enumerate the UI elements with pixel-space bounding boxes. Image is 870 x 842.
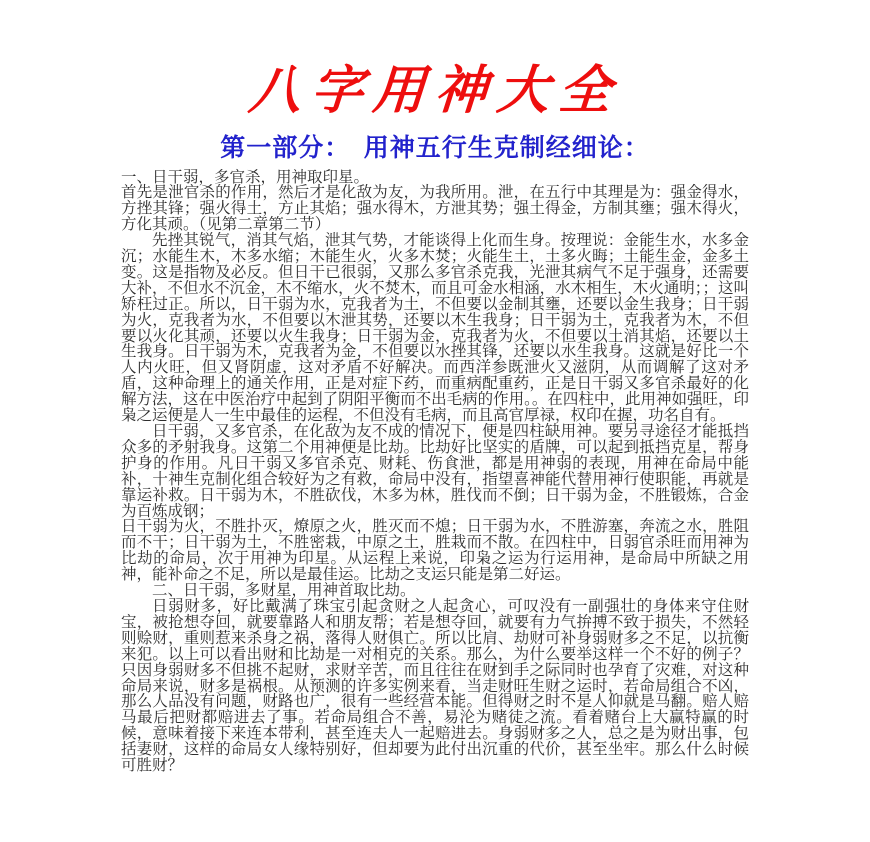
body-paragraph: 先挫其锐气，消其气焰，泄其气势，才能谈得上化而生身。按理说：金能生水，水多金沉；水能生木，木多水缩；木能生火，火多木焚；火能生土，土多火晦；土能生金，金多土变。这是指物及必反。但日干已很弱，又那么多官杀克我，光泄其病气不足于强身，还需要大补，不但水不沉金，木不缩水，火不焚木，而且可金水相涵，水木相生，木火通明；；这叫矫枉过正。所以，日干弱为水，克我者为土，不但要以金制其壅，还要以金生我身；日干弱为火，克我者为水，不但要以木泄其势，还要以木生我身；日干弱为土，克我者为木，不但要以火化其顽，还要以火生我身；日干弱为金，克我者为火，不但要以土消其焰，还要以土生我身。日干弱为木，克我者为金，不但要以水挫其锋，还要以水生我身。这就是好比一个人内火旺，但又肾阴虚，这对矛盾不好解决。而西洋参既泄火又滋阴，从而调解了这对矛盾，这种命理上的通关作用，正是对症下药，而重病配重药，正是日干弱又多官杀最好的化解方法，这在中医治疗中起到了阴阳平衡而不出毛病的作用。。在四柱中，此用神如强旺，印枭之运便是人一生中最佳的运程，不但没有毛病，而且高官厚禄，权印在握，功名自有。 [121,232,749,425]
body-paragraph-heading-1: 一、日干弱，多官杀，用神取印星。 [121,168,370,186]
body-paragraph-heading-2: 二、日干弱，多财星，用神首取比劫。 [152,582,416,600]
document-title: 八字用神大全 [246,60,624,121]
body-paragraph: 首先是泄官杀的作用，然后才是化敌为友，为我所用。泄，在五行中其理是为：强金得水，方挫其锋；强火得土，方止其焰；强水得木，方泄其势；强土得金，方制其壅；强木得火，方化其顽。（见第二章第二节） [121,184,749,234]
section-heading: 第一部分： 用神五行生克制经细论： [220,135,650,162]
document-body [121,170,749,774]
body-paragraph: 日干弱，又多官杀，在化敌为友不成的情况下，便是四柱缺用神。要另寻途径才能抵挡众多的矛射我身。这第二个用神便是比劫。比劫好比坚实的盾牌，可以起到抵挡克星，帮身护身的作用。凡日干弱又多官杀克、财耗、伤食泄，都是用神弱的表现，用神在命局中能补，十神生克制化组合较好为之有救，命局中没有，指望喜神能代替用神行使职能，再就是靠运补救。日干弱为木，不胜砍伐，木多为林，胜伐而不倒；日干弱为金，不胜锻炼，合金为百炼成钢； [121,423,749,520]
body-paragraph: 日干弱为火，不胜扑灭，燎原之火，胜灭而不熄；日干弱为水，不胜游塞，奔流之水，胜阻而不干；日干弱为土，不胜密栽，中原之土，胜栽而不散。在四柱中，日弱官杀旺而用神为比劫的命局，次于用神为印星。从运程上来说，印枭之运为行运用神，是命局中所缺之用神，能补命之不足，所以是最佳运。比劫之支运只能是第二好运。 [121,518,749,584]
body-paragraph: 日弱财多，好比戴满了珠宝引起贪财之人起贪心，可叹没有一副强壮的身体来守住财宝，被抢想夺回，就要靠路人和朋友帮；若是想夺回，就要有力气拚搏不致于损失，不然轻则赊财，重则惹来杀身之祸，落得人财俱亡。所以比肩、劫财可补身弱财多之不足，以抗衡来犯。以上可以看出财和比劫是一对相克的关系。那么，为什么要举这样一个不好的例子？只因身弱财多不但挑不起财，求财辛苦，而且往往在财到手之际同时也孕育了灾难，对这种命局来说，财多是祸根。从预测的许多实例来看，当走财旺生财之运时，若命局组合不凶，那么人品没有问题，财路也广，很有一些经营本能。但得财之时不是人仰就是马翻。赔人赔马最后把财都赔进去了事。若命局组合不善，易沦为赌徒之流。看着赌台上大赢特赢的时候，意味着接下来连本带利，甚至连夫人一起赔进去。身弱财多之人，总之是为财出事，包括妻财，这样的命局女人缘特别好，但却要为此付出沉重的代价，甚至坐牢。那么什么时候可胜财？ [121,597,749,775]
